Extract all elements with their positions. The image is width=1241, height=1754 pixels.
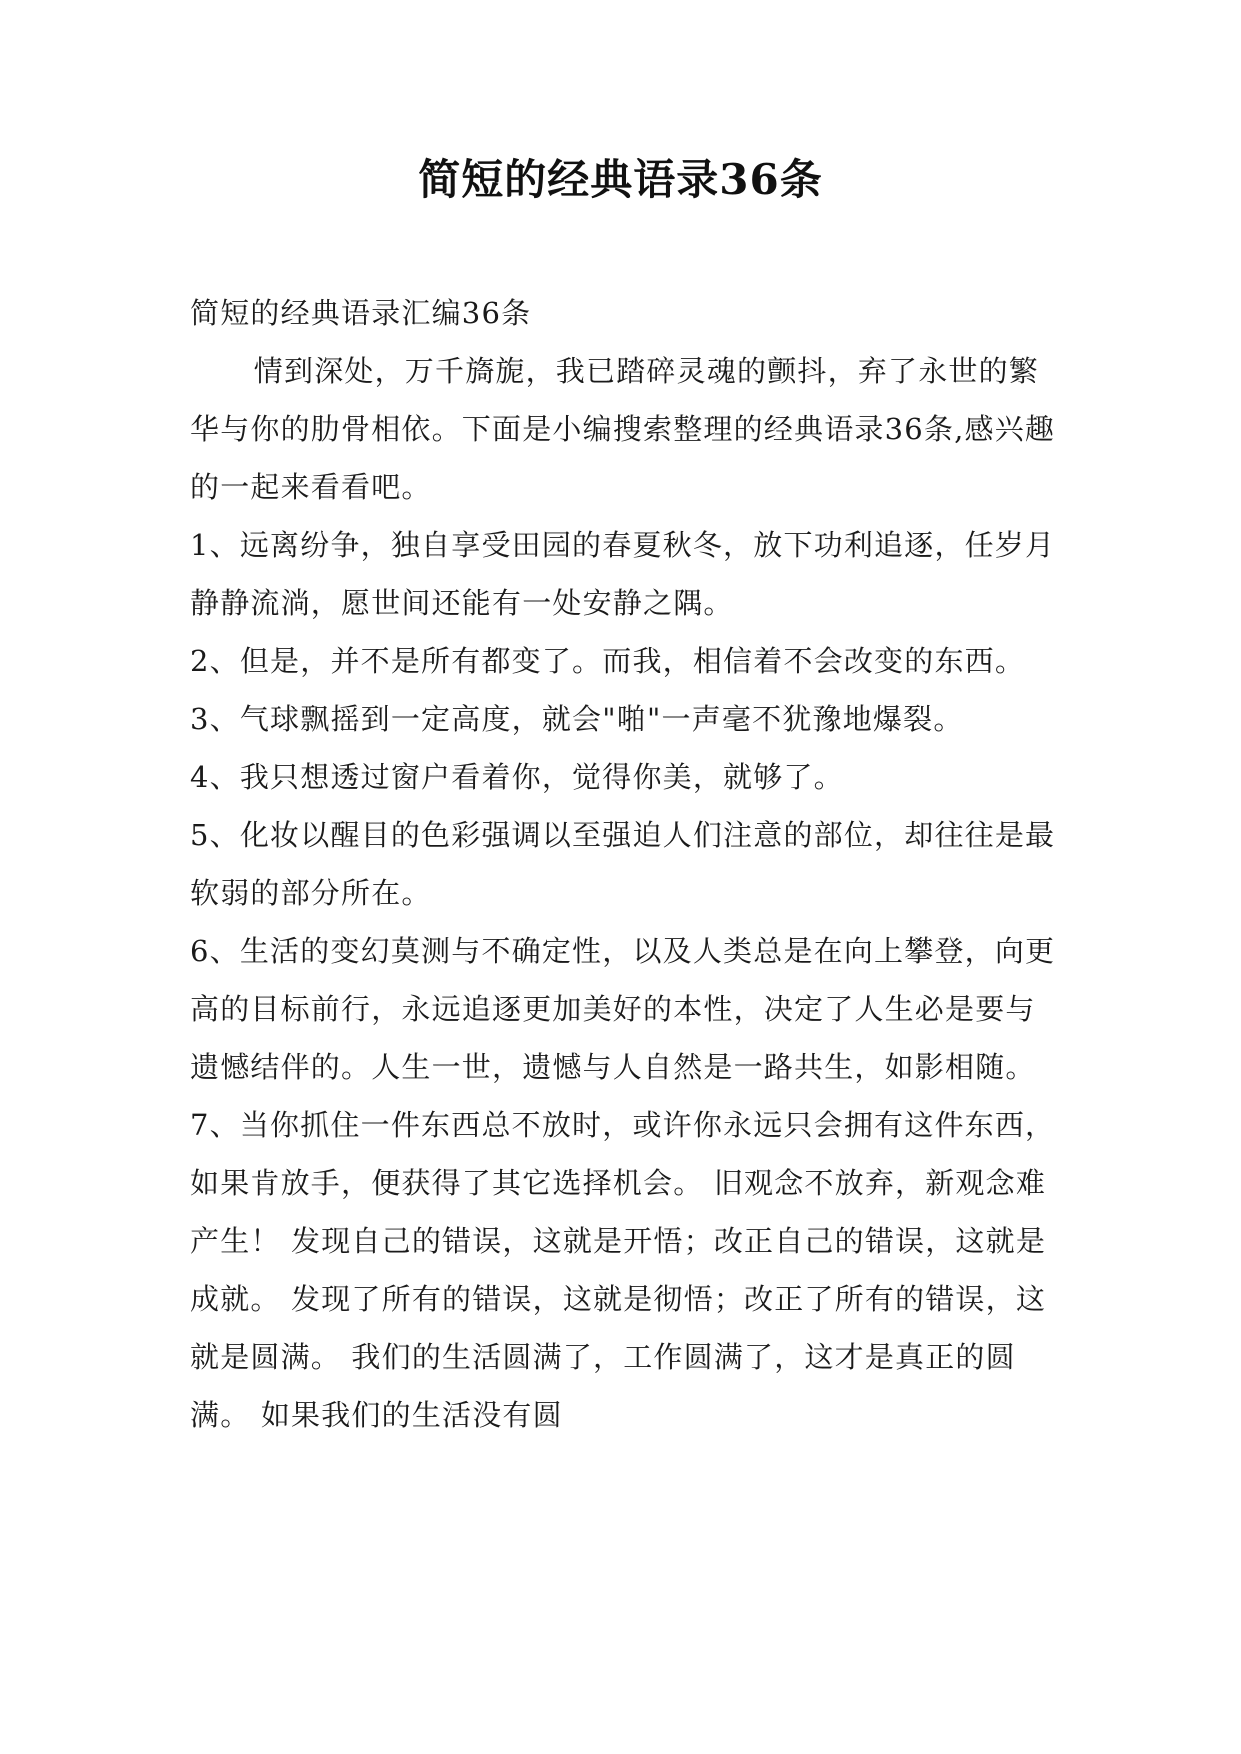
quote-item-1: 1、远离纷争，独自享受田园的春夏秋冬，放下功利追逐，任岁月静静流淌，愿世间还能有一处安静之隅。 [190, 528, 1056, 620]
quote-item-4: 4、我只想透过窗户看着你，觉得你美，就够了。 [190, 760, 844, 794]
quote-item-2: 2、但是，并不是所有都变了。而我，相信着不会改变的东西。 [190, 644, 1026, 678]
intro-paragraph: 情到深处，万千旖旎，我已踏碎灵魂的颤抖，弃了永世的繁华与你的肋骨相依。下面是小编搜索整理的经典语录36条,感兴趣的一起来看看吧。 [190, 354, 1056, 504]
document-body [190, 284, 1060, 1444]
quote-item-5: 5、化妆以醒目的色彩强调以至强迫人们注意的部位，却往往是最软弱的部分所在。 [190, 818, 1056, 910]
document-subtitle: 简短的经典语录汇编36条 [190, 296, 532, 330]
document-title: 简短的经典语录36条 [418, 155, 823, 204]
quote-item-3: 3、气球飘摇到一定高度，就会"啪"一声毫不犹豫地爆裂。 [190, 702, 964, 736]
quote-item-7: 7、当你抓住一件东西总不放时，或许你永远只会拥有这件东西，如果肯放手，便获得了其它选择机会。 旧观念不放弃，新观念难产生！ 发现自己的错误，这就是开悟；改正自己的错误，这就是成就。 发现了所有的错误，这就是彻悟；改正了所有的错误，这就是圆满。 我们的生活圆满了，工作圆满了，这才是真正的圆满。 如果我们的生活没有圆 [190, 1108, 1056, 1432]
quote-item-6: 6、生活的变幻莫测与不确定性，以及人类总是在向上攀登，向更高的目标前行，永远追逐更加美好的本性，决定了人生必是要与遗憾结伴的。人生一世，遗憾与人自然是一路共生，如影相随。 [190, 934, 1056, 1084]
